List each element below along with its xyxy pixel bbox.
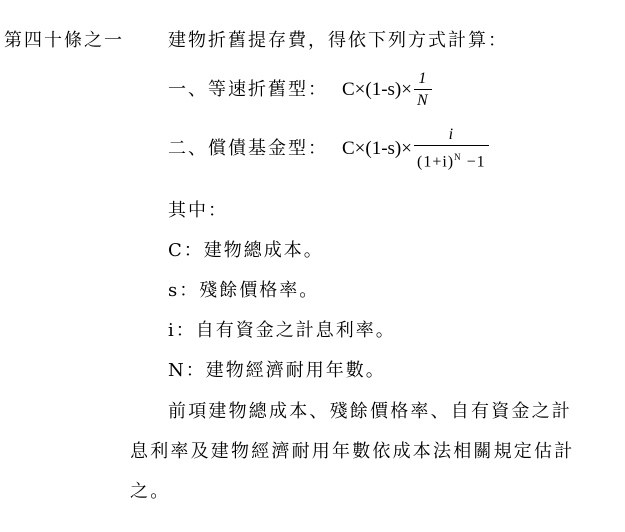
fraction [414,70,432,111]
fraction-numerator: i [448,125,455,143]
paragraph-line-3: 之。 [130,481,171,502]
fraction [414,126,489,172]
denominator-exponent: N [454,151,462,162]
paragraph-line-1: 前項建物總成本、殘餘價格率、自有資金之計 [168,401,572,422]
definition-n: N：建物經濟耐用年數。 [168,360,386,381]
formula-straight-line-depreciation [168,70,432,110]
article-number: 第四十條之一 [4,30,124,51]
definition-s: s：殘餘價格率。 [168,280,320,301]
article-intro: 建物折舊提存費，得依下列方式計算： [168,30,508,51]
denominator-tail: −1 [461,153,486,171]
fraction-denominator: N [414,89,432,111]
fraction-numerator: 1 [418,69,428,87]
definition-i: i：自有資金之計息利率。 [168,320,396,341]
denominator-base: (1+i) [416,153,455,171]
formula-expression: C×(1-s)× [342,138,412,159]
formula-expression: C×(1-s)× [342,79,412,100]
definition-c: C：建物總成本。 [168,240,324,261]
where-label: 其中： [168,200,228,221]
formula-label: 二、償債基金型： [168,138,328,159]
paragraph-line-2: 息利率及建物經濟耐用年數依成本法相關規定估計 [130,441,575,462]
formula-sinking-fund [168,124,489,174]
formula-label: 一、等速折舊型： [168,79,328,100]
fraction-denominator [414,145,489,172]
